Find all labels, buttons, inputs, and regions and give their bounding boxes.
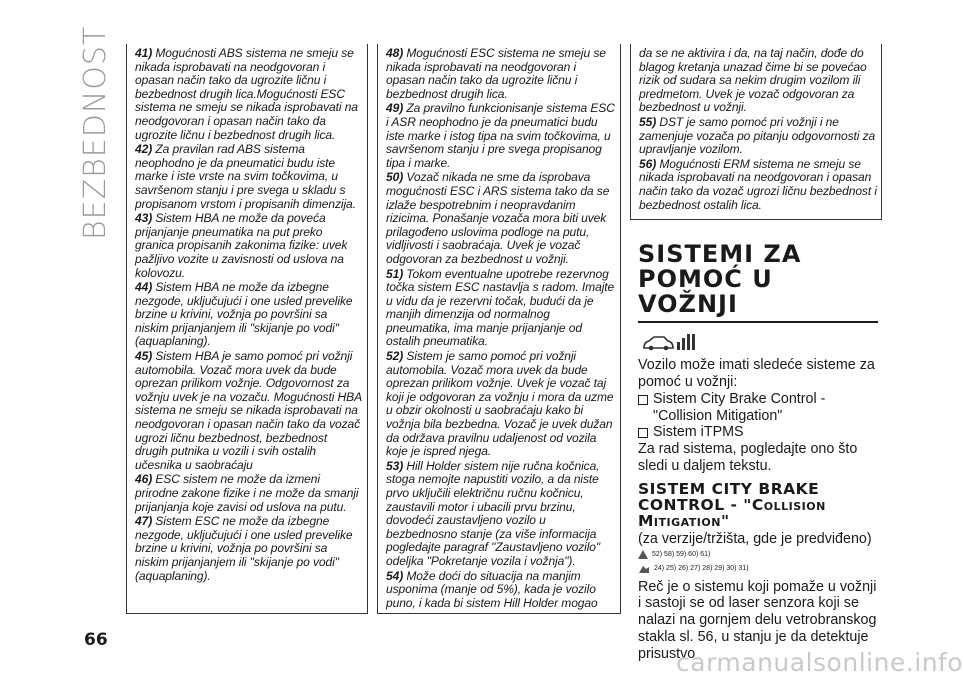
note-text: Sistem je samo pomoć pri vožnji automobila. Vozač mora uvek da bude oprezan prilikom vožnje. Uvek je vozač taj koji je odgovoran za vožnju i mora da uzme u obzir okolnosti u saobraćaju kako bi vožnja bila bezbedna. Vozač je uvek dužan da održava pravilnu udaljenost od vozila koje je ispred njega. xyxy=(386,349,614,459)
note-number: 41) xyxy=(135,46,153,60)
warning-refs-row xyxy=(638,548,878,562)
warning-note xyxy=(135,281,363,349)
note-text: Sistem HBA ne može da izbegne nezgode, uključujući i one usled prevelike brzine u krivini, vožnja po površini sa niskim prijanjanjem ili "skijanje po vodi" (aquaplaning). xyxy=(135,280,353,349)
warning-note xyxy=(386,350,616,459)
note-number: 52) xyxy=(386,349,404,364)
subsection-title: SISTEM CITY BRAKE CONTROL - "Collision Mitigation" xyxy=(638,479,826,530)
note-text: Mogućnosti ABS sistema ne smeju se nikada isprobavati na neodgovoran i opasan način tako da ugrozite ličnu i bezbednost drugih lica.Mogućnosti ESC sistema ne smeju se nikada isprobavati na neodgovoran i opasan način tako da ugrozite ličnu i bezbednost drugih lica. xyxy=(135,46,358,142)
note-number: 48) xyxy=(386,46,404,60)
warning-note xyxy=(639,158,877,212)
note-number: 51) xyxy=(386,266,404,281)
note-number: 45) xyxy=(135,349,153,364)
note-text: Može doći do situacija na manjim usponima (manje od 5%), kada je vozilo puno, i kada bi sistem Hill Holder mogao xyxy=(386,568,598,610)
warning-note xyxy=(386,171,616,266)
warning-note xyxy=(386,47,616,101)
note-number: 54) xyxy=(386,568,404,583)
checkbox-bullet-icon xyxy=(638,395,648,405)
caution-refs: 24) 25) 26) 27) 28) 29) 30) 31) xyxy=(654,565,749,572)
note-text: Tokom eventualne upotrebe rezervnog točka sistem ESC nastavlja s radom. Imajte u vidu da je rezervni točak, budući da je manjih dimenzija od normalnog pneumatika, ima manje prijanjanje od ostalih pneumatika. xyxy=(386,266,615,349)
warning-note xyxy=(135,143,363,211)
note-number: 47) xyxy=(135,514,153,529)
warning-note xyxy=(135,350,363,472)
note-text: Mogućnosti ERM sistema ne smeju se nikada isprobavati na neodgovoran i opasan način tako da vozač ugrozi ličnu bezbednost i bezbednost ostalih lica. xyxy=(639,156,877,212)
caution-refs-row xyxy=(638,562,878,576)
note-text: Sistem ESC ne može da izbegne nezgode, uključujući i one usled prevelike brzine u krivini, vožnja po površini sa niskim prijanjanjem ili "skijanje po vodi" (aquaplaning). xyxy=(135,514,353,583)
section-title: SISTEMI ZA POMOĆ U VOŽNJI xyxy=(638,240,802,319)
note-text: Mogućnosti ESC sistema ne smeju se nikada isprobavati na neodgovoran i opasan način tako da ugrozite ličnu i bezbednost drugih lica. xyxy=(386,46,606,101)
warning-note xyxy=(135,47,363,142)
list-item xyxy=(638,424,878,441)
warning-note xyxy=(135,473,363,514)
list-item-text: Sistem iTPMS xyxy=(653,424,744,441)
warning-triangle-icon xyxy=(638,550,648,559)
section-intro: Vozilo može imati sledeće sisteme za pomoć u vožnji: xyxy=(638,357,875,390)
warning-note xyxy=(386,102,616,170)
warning-note xyxy=(135,515,363,583)
note-number: 53) xyxy=(386,458,404,473)
note-text: Vozač nikada ne sme da isprobava mogućnosti ESC i ARS sistema tako da se izlaže bespotrebnim i neopravdanim rizicima. Ponašanje vozača mora biti uvek prilagođeno uslovima podloge na putu, vidljivosti i saobraćaja. Uvek je vozač odgovoran za bezbednost u vožnji. xyxy=(386,170,610,266)
warning-refs: 52) 58) 59) 60) 61) xyxy=(652,551,711,558)
note-text: Za pravilan rad ABS sistema neophodno je da pneumatici budu iste marke i iste vrste na svim točkovima, u savršenom stanju i pre svega u skladu s propisanom vrstom i propisanih dimenzija. xyxy=(135,142,356,211)
note-number: 42) xyxy=(135,142,153,157)
section-after-text: Za rad sistema, pogledajte ono što sledi u daljem tekstu. xyxy=(638,441,858,474)
note-number: 50) xyxy=(386,170,404,185)
note-text: Hill Holder sistem nije ručna kočnica, stoga nemojte napustiti vozilo, a da niste prvo uključili električnu ručnu kočnicu, zaustavili motor i ubacili prvu brzinu, dovodeći zaustavljeno vozilo u bezbednosno stanje (za više informacija pogledajte paragraf "Zaustavljeno vozilo" odeljka "Pokretanje vozila i vožnja"). xyxy=(386,458,601,568)
side-section-title: BEZBEDNOST xyxy=(78,25,113,240)
note-text: da se ne aktivira i da, na taj način, dođe do blagog kretanja unazad čime bi se povećao rizik od sudara sa nekim drugim vozilom ili predmetom. Uvek je vozač odgovoran za bezbednost u vožnji. xyxy=(639,46,867,115)
car-wifi-icon xyxy=(640,332,700,352)
note-text: ESC sistem ne može da izmeni prirodne zakone fizike i ne može da smanji prijanjanja koje zavisi od uslova na putu. xyxy=(135,472,359,514)
subsection-body: Reč je o sistemu koji pomaže u vožnji i sastoji se od laser senzora koji se nalazi na gornjem delu vetrobranskog stakla sl. 56, u stanju je da detektuje prisustvo xyxy=(638,578,877,662)
warning-note xyxy=(135,212,363,280)
notes-continuation xyxy=(630,44,882,220)
note-text: Sistem HBA je samo pomoć pri vožnji automobila. Vozač mora uvek da bude oprezan prilikom vožnje. Odgovornost za vožnju uvek je na vozaču. Mogućnosti HBA sistema ne smeju se nikada isprobavati na neodgovoran i opasan način tako da vozač ugrozi ličnu bezbednost, bezbednost drugih putnika u vozili i svih ostalih učesnika u saobraćaju xyxy=(135,349,362,472)
note-number: 49) xyxy=(386,101,404,116)
note-text: DST je samo pomoć pri vožnji i ne zamenjuje vozača po pitanju odgovornosti za upravljanje vozilom. xyxy=(639,114,876,157)
section-divider xyxy=(638,321,878,323)
content-column-3 xyxy=(630,44,882,662)
warning-note xyxy=(386,570,616,611)
note-number: 55) xyxy=(639,114,657,129)
warning-note xyxy=(386,460,616,569)
checkbox-bullet-icon xyxy=(638,428,648,438)
note-text: Sistem HBA ne može da poveća prijanjanje pneumatika na put preko granica propisanih zakonima fizike: uvek pažljivo vozite u zavisnosti od uslova na kolovozu. xyxy=(135,211,348,280)
notes-column-1 xyxy=(126,44,368,614)
page-number: 66 xyxy=(84,630,108,650)
warning-note xyxy=(639,47,877,115)
subsection-availability-note: (za verzije/tržišta, gde je predviđeno) xyxy=(638,530,872,547)
list-item-text: Sistem City Brake Control - "Collision Mitigation" xyxy=(653,390,826,424)
note-number: 44) xyxy=(135,280,153,295)
warning-note xyxy=(639,116,877,157)
note-number: 46) xyxy=(135,472,153,487)
caution-hand-icon xyxy=(638,564,650,574)
note-number: 43) xyxy=(135,211,153,226)
notes-column-2 xyxy=(377,44,621,614)
watermark: carmanualsonline.info xyxy=(676,648,963,677)
driving-assist-icon xyxy=(640,329,878,355)
note-text: Za pravilno funkcionisanje sistema ESC i ASR neophodno je da pneumatici budu iste marke i istog tipa na svim točkovima, u savršenom stanju i pre svega propisanog tipa i marke. xyxy=(386,101,615,170)
list-item xyxy=(638,391,878,425)
note-number: 56) xyxy=(639,156,657,171)
warning-note xyxy=(386,268,616,350)
